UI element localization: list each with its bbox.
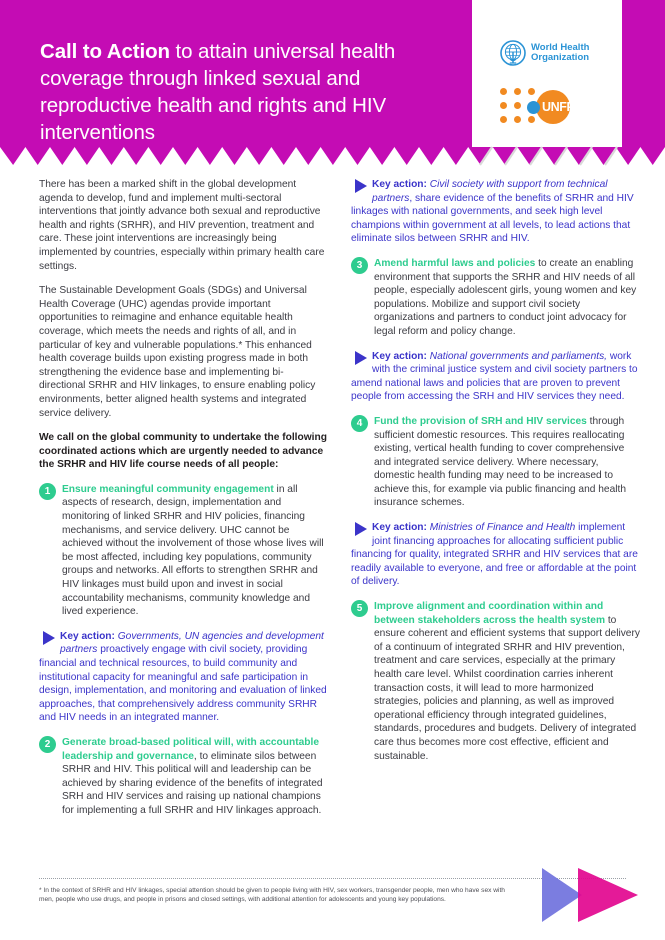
key-action-label: Key action: — [60, 630, 115, 642]
un-globe-icon — [527, 101, 540, 114]
action-item-2 — [39, 736, 329, 818]
triangle-magenta — [578, 868, 638, 922]
action-item-5 — [351, 600, 641, 763]
action-body-text: to create an enabling environment that supports the SRHR and HIV needs of all people, especially adolescent girls, young women and key populations. Mobilize and support civil society organizations and partners to conduct joint advocacy for legal reform and policy change. — [374, 257, 637, 337]
unfpa-dot — [514, 88, 521, 95]
key-action-actor: Civil society with support from technical partners — [372, 179, 608, 204]
page-header — [0, 0, 665, 167]
who-logo — [500, 40, 589, 66]
action-number-badge: 3 — [351, 257, 368, 274]
action-lead-text: Amend harmful laws and policies — [374, 257, 536, 269]
action-number-badge: 1 — [39, 483, 56, 500]
action-lead-text: Fund the provision of SRH and HIV services — [374, 415, 587, 427]
page-title-emphasis: Call to Action — [40, 39, 170, 63]
unfpa-dot — [500, 102, 507, 109]
action-body-text: through sufficient domestic resources. This requires reallocating existing, vertical health funding to cover comprehensive and integrated service delivery. Where necessary, domestic health funding may need to be increased to achieve this, for example via public financing and health insurance schemes. — [374, 415, 627, 509]
key-action-label: Key action: — [372, 179, 427, 190]
page-title — [40, 38, 452, 146]
unfpa-circle-icon — [536, 90, 583, 124]
play-triangle-icon — [43, 631, 55, 645]
triangle-purple — [542, 868, 582, 922]
call-to-action-statement: We call on the global community to undertake the following coordinated actions which are urgently needed to advance the SRHR and HIV life course needs of all people: — [39, 432, 327, 471]
action-number-badge: 5 — [351, 600, 368, 617]
zigzag-edge-light — [472, 145, 622, 167]
action-lead-text: Improve alignment and coordination within and between stakeholders across the health system — [374, 601, 606, 626]
decorative-triangles — [534, 866, 644, 924]
unfpa-dot — [528, 88, 535, 95]
unfpa-wordmark: UNFPA — [542, 100, 583, 114]
intro-paragraph-1: There has been a marked shift in the global development agenda to develop, fund and implement multi-sectoral interventions that jointly advance both sexual and reproductive health and rights (SRHR), and HIV prevention, treatment and care. These joint interventions are increasingly being implemented by countries, especially within primary health care settings. — [39, 179, 325, 272]
action-item-1 — [39, 483, 329, 619]
key-action-body: work with the criminal justice system and civil society partners to amend national laws and policies that are proven to prevent people from accessing the SRH and HIV services they need. — [351, 350, 638, 403]
key-action-4 — [351, 521, 641, 589]
action-lead-text: Generate broad-based political will, with accountable leadership and governance — [62, 736, 320, 762]
action-body-text: , to eliminate silos between SRHR and HIV. This political will and leadership can be achieved by sharing evidence of the benefits of integrated SRH and HIV services and raising up national champions for implementing a full SRHR and HIV linkages approach. — [62, 750, 323, 816]
play-triangle-icon — [355, 522, 367, 536]
action-item-4 — [351, 415, 641, 510]
action-body-text: to ensure coherent and efficient systems that support delivery of a continuum of integrated SRHR and HIV prevention, treatment and care services, especially at the primary health care level. Whilst coordination carries inherent transaction costs, it will lead to more harmonized strategies, policies and planning, as well as improved operational efficiency through integrated guidelines, standards, procedures and budgets. Delivery of integrated care thus becomes more cost effective, efficient and sustainable. — [374, 614, 640, 762]
intro-paragraph-2: The Sustainable Development Goals (SDGs) and Universal Health Coverage (UHC) agendas provide important opportunities to reimagine and enhance equitable health coverage, which meets the needs and rights of all, and in particular of key and vulnerable populations.* This enhanced health coverage builds upon existing progress made in both strengthening the evidence base and implementing bi-directional SRHR and HIV linkages, to ensure enabling policy environments, better aligned health systems and integrated service delivery. — [39, 285, 316, 419]
action-lead-text: Ensure meaningful community engagement — [62, 483, 274, 495]
left-column — [39, 178, 329, 829]
action-body-text: in all aspects of research, design, implementation and monitoring of linked SRHR and HIV policies, financing mechanisms, and service delivery. UHC cannot be achieved without the involvement of those whose lives will be most affected, including key populations, community groups and networks. All efforts to strengthen SRHR and HIV linkages must build upon and invest in social accountability mechanisms, community knowledge and lived experience. — [62, 483, 324, 618]
unfpa-dot — [514, 116, 521, 123]
right-column — [351, 178, 641, 774]
key-action-body: implement joint financing approaches for allocating sufficient public financing for quality, integrated SRHR and HIV services that are readily available to everyone, and free or affordable at the point of delivery. — [351, 522, 638, 588]
action-number-badge: 4 — [351, 415, 368, 432]
key-action-actor: Ministries of Finance and Health — [426, 522, 576, 534]
key-action-1 — [39, 630, 329, 725]
key-action-actor: Governments, UN agencies and development partners — [60, 630, 324, 656]
key-action-body: , share evidence of the benefits of SRHR and HIV linkages with national governments, and seek high level champions within government at all levels, to lead actions that eliminate silos between SRHR and HIV. — [351, 192, 634, 245]
unfpa-mark — [536, 90, 583, 124]
play-triangle-icon — [355, 351, 367, 365]
key-action-label: Key action: — [372, 350, 427, 362]
key-action-actor: National governments and parliaments, — [426, 350, 607, 362]
page-title-rest: to attain universal health coverage through linked sexual and reproductive health and rights and HIV interventions — [40, 39, 396, 144]
unfpa-dot — [528, 116, 535, 123]
unfpa-logo — [500, 88, 583, 126]
who-emblem-icon — [500, 40, 526, 66]
play-triangle-icon — [355, 179, 367, 193]
who-wordmark-line2: Organization — [531, 52, 590, 63]
unfpa-dot — [514, 102, 521, 109]
key-action-label: Key action: — [372, 522, 427, 534]
action-number-badge: 2 — [39, 736, 56, 753]
footnote-text: * In the context of SRHR and HIV linkages, special attention should be given to people living with HIV, sex workers, transgender people, men who have sex with men, people who use drugs, and people in prisons and closed settings, with additional attention for adolescents and young key populations. — [39, 887, 505, 904]
action-item-3 — [351, 257, 641, 339]
unfpa-dot — [500, 88, 507, 95]
key-action-2 — [351, 178, 641, 246]
who-wordmark-line1: World Health — [531, 41, 590, 53]
unfpa-dot — [500, 116, 507, 123]
who-wordmark — [531, 43, 589, 64]
key-action-3 — [351, 350, 641, 404]
key-action-body: proactively engage with civil society, providing financial and technical resources, to build community and institutional capacity for meaningful and safe participation in design, implementation, and monitoring and evaluation of linked approaches, that comprehensively address community SRHR and HIV needs in an integrated manner. — [39, 644, 327, 724]
